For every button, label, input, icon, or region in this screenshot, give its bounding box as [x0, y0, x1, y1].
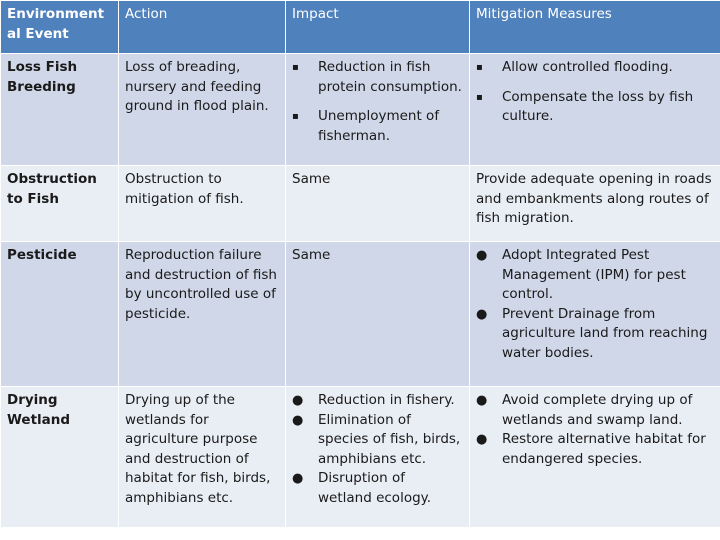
header-impact: Impact — [286, 1, 470, 54]
header-action: Action — [119, 1, 286, 54]
bullet-icon: ● — [476, 248, 488, 263]
list-item: ● Restore alternative habitat for endangered species. — [476, 431, 706, 467]
header-environmental-event: Environment al Event — [1, 1, 119, 54]
action-cell: Reproduction failure and destruction of fish by uncontrolled use of pesticide. — [119, 242, 286, 387]
list-item: ▪ Reduction in fish protein consumption. — [292, 59, 462, 95]
table-row — [1, 242, 720, 387]
list-item: ● Avoid complete drying up of wetlands and swamp land. — [476, 392, 693, 428]
action-cell: Obstruction to mitigation of fish. — [119, 166, 286, 242]
event-cell: Pesticide — [1, 242, 119, 387]
bullet-icon: ▪ — [476, 62, 483, 73]
mitigation-cell — [470, 54, 720, 166]
impact-cell: Same — [286, 166, 470, 242]
list-item: ▪ Allow controlled flooding. — [476, 58, 714, 78]
bullet-icon: ● — [476, 306, 488, 322]
header-mitigation-measures: Mitigation Measures — [470, 1, 720, 54]
action-cell: Loss of breading, nursery and feeding ground in flood plain. — [119, 54, 286, 166]
event-cell: Drying Wetland — [1, 387, 119, 528]
bullet-icon: ● — [292, 393, 304, 408]
mitigation-cell: Provide adequate opening in roads and embankments along routes of fish migration. — [470, 166, 720, 242]
bullet-icon: ● — [292, 471, 304, 486]
mitigation-cell — [470, 387, 720, 528]
action-cell: Drying up of the wetlands for agriculture purpose and destruction of habitat for fish, birds, amphibians etc. — [119, 387, 286, 528]
list-item: ● Elimination of species of fish, birds, amphibians etc. — [292, 411, 461, 467]
table-header-row — [1, 1, 720, 54]
impact-cell — [286, 387, 470, 528]
list-item: ● Reduction in fishery. — [292, 391, 463, 411]
bullet-icon: ● — [476, 432, 488, 447]
event-cell: Obstruction to Fish — [1, 166, 119, 242]
bullet-icon: ▪ — [292, 111, 299, 122]
impact-cell: Same — [286, 242, 470, 387]
list-item: ▪ Compensate the loss by fish culture. — [476, 88, 694, 124]
bullet-icon: ▪ — [292, 62, 299, 73]
bullet-icon: ● — [292, 412, 304, 428]
table-row — [1, 387, 720, 528]
table-row — [1, 166, 720, 242]
event-cell: Loss Fish Breeding — [1, 54, 119, 166]
list-item: ● Disruption of wetland ecology. — [292, 470, 432, 506]
list-item: ▪ Unemployment of fisherman. — [292, 108, 440, 144]
impact-cell — [286, 54, 470, 166]
list-item: ● Adopt Integrated Pest Management (IPM) for pest control. — [476, 247, 686, 302]
bullet-icon: ▪ — [476, 91, 483, 103]
bullet-icon: ● — [476, 393, 488, 408]
list-item: ● Prevent Drainage from agriculture land from reaching water bodies. — [476, 305, 708, 361]
table-row — [1, 54, 720, 166]
mitigation-cell — [470, 242, 720, 387]
